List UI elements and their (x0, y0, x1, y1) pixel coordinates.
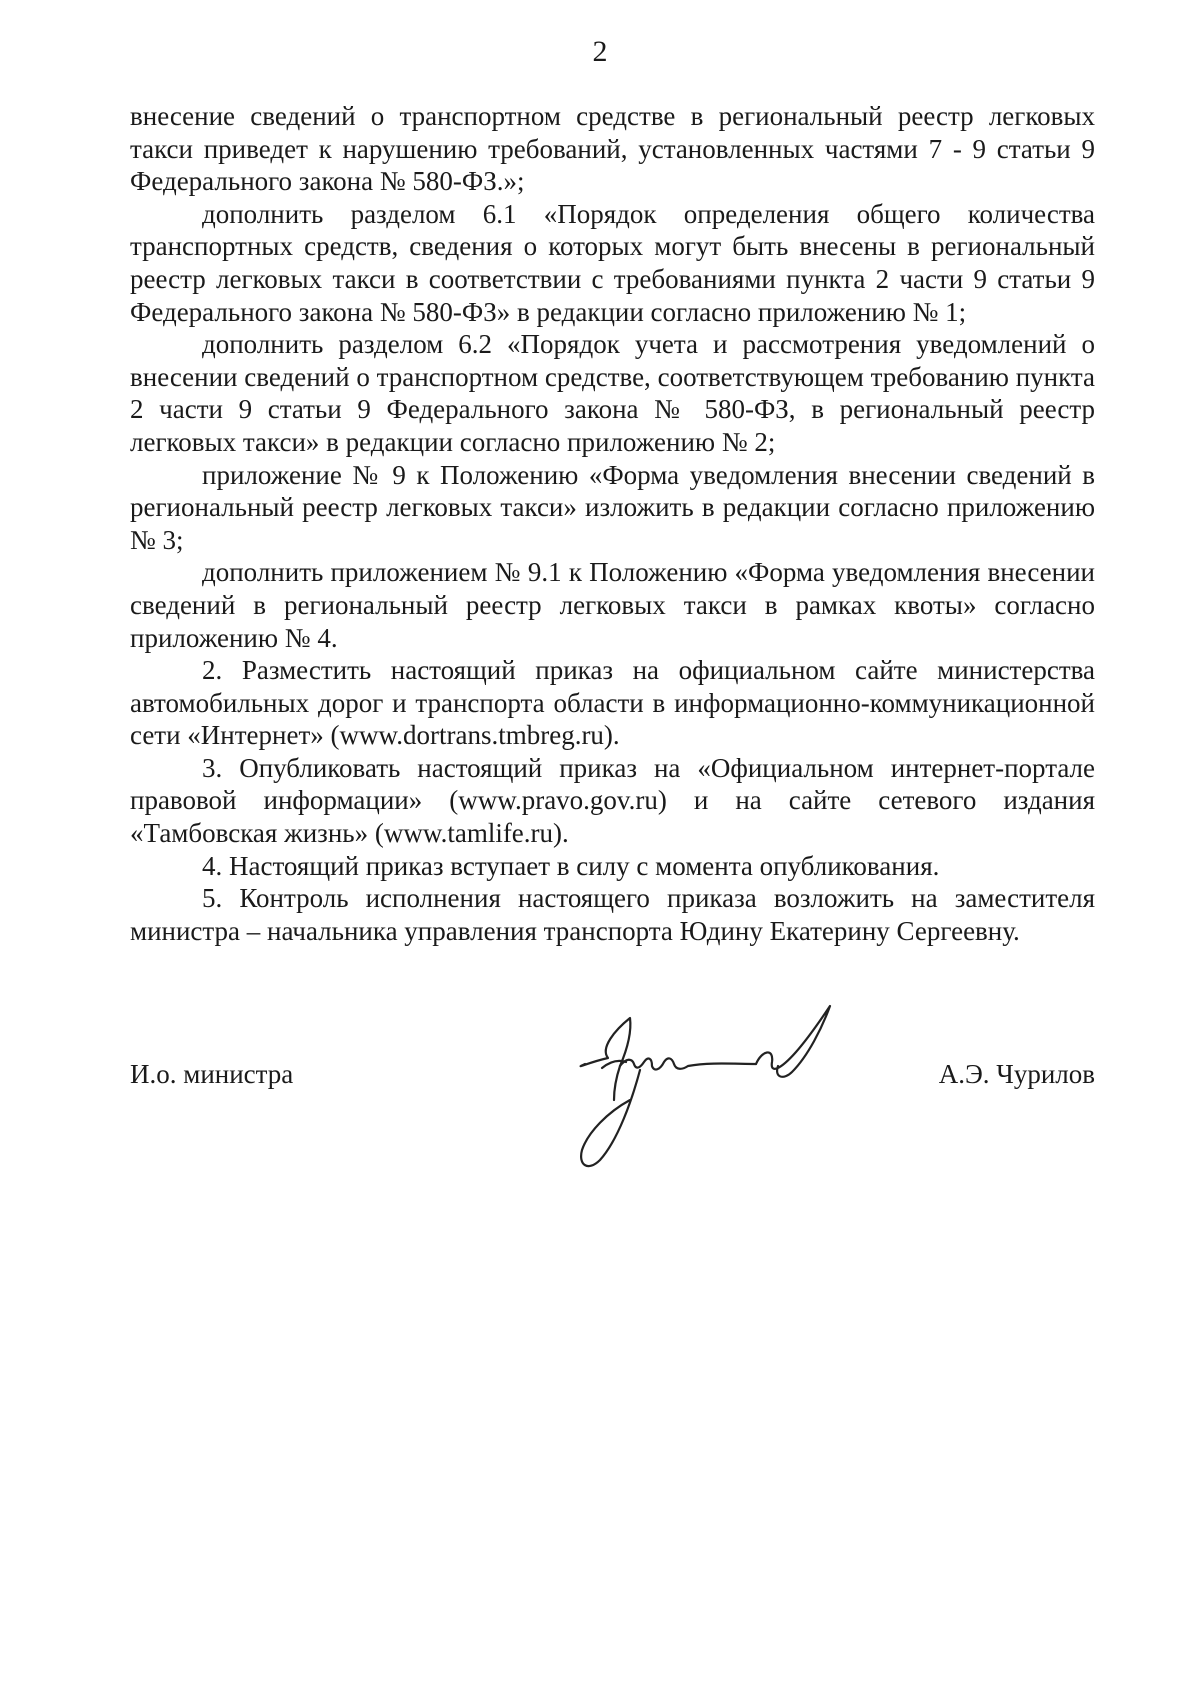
paragraph-item-4: 4. Настоящий приказ вступает в силу с момента опубликования. (202, 850, 940, 881)
signature-icon (560, 1000, 860, 1180)
paragraph-appendix-9-1: дополнить приложением № 9.1 к Положению «Форма уведомления внесении сведений в региональный реестр легковых такси в рамках квоты» согласно приложению № 4. (130, 557, 1095, 653)
document-body (130, 100, 1095, 947)
paragraph-section-6-1: дополнить разделом 6.1 «Порядок определения общего количества транспортных средств, сведения о которых могут быть внесены в региональный реестр легковых такси в соответствии с требованиями пункта 2 части 9 статьи 9 Федерального закона № 580-ФЗ» в редакции согласно приложению № 1; (130, 198, 1095, 327)
paragraph-appendix-9: приложение № 9 к Положению «Форма уведомления внесении сведений в региональный реестр легковых такси» изложить в редакции согласно приложению № 3; (130, 459, 1095, 555)
page-number: 2 (592, 35, 608, 68)
paragraph-item-5: 5. Контроль исполнения настоящего приказа возложить на заместителя министра – начальника управления транспорта Юдину Екатерину Сергеевну. (130, 883, 1095, 946)
signer-name: А.Э. Чурилов (938, 1059, 1095, 1089)
signer-title: И.о. министра (130, 1059, 294, 1089)
paragraph-section-6-2: дополнить разделом 6.2 «Порядок учета и рассмотрения уведомлений о внесении сведений о транспортном средстве, соответствующем требованию пункта 2 части 9 статьи 9 Федерального закона № 580-ФЗ, в региональный реестр легковых такси» в редакции согласно приложению № 2; (130, 329, 1095, 457)
paragraph-item-2: 2. Разместить настоящий приказ на официальном сайте министерства автомобильных дорог и транспорта области в информационно-коммуникационной сети «Интернет» (www.dortrans.tmbreg.ru). (130, 655, 1095, 751)
paragraph-continuation: внесение сведений о транспортном средстве в региональный реестр легковых такси приведет к нарушению требований, установленных частями 7 - 9 статьи 9 Федерального закона № 580-ФЗ.»; (130, 101, 1095, 197)
paragraph-item-3: 3. Опубликовать настоящий приказ на «Официальном интернет-портале правовой информации» (www.pravo.gov.ru) и на сайте сетевого издания «Тамбовская жизнь» (www.tamlife.ru). (130, 752, 1095, 849)
